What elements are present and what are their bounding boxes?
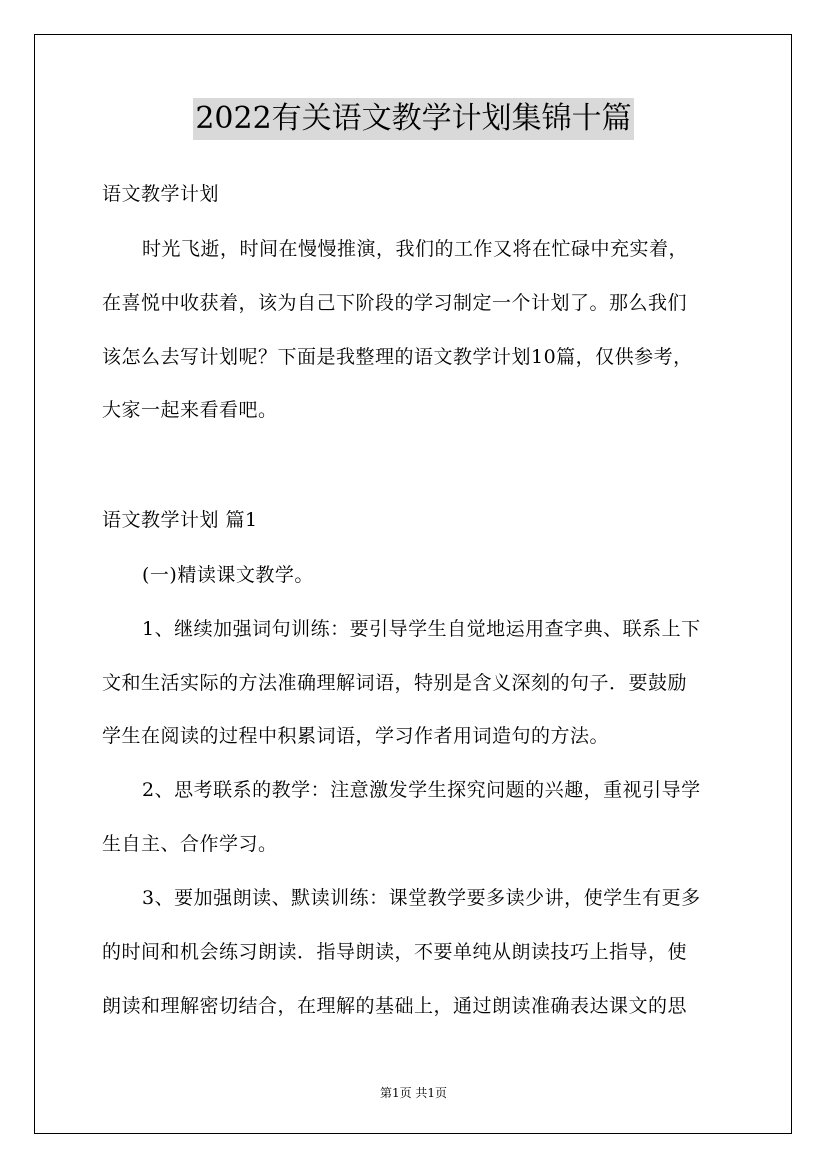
document-title: 2022有关语文教学计划集锦十篇 (193, 98, 633, 140)
paragraph-line: 学生在阅读的过程中积累词语，学习作者用词造句的方法。 (102, 725, 610, 747)
paragraph-line: 大家一起来看看吧。 (102, 399, 278, 421)
paragraph-line: 在喜悦中收获着，该为自己下阶段的学习制定一个计划了。那么我们 (102, 292, 688, 314)
paragraph-line: 朗读和理解密切结合，在理解的基础上，通过朗读准确表达课文的思 (102, 995, 688, 1017)
paragraph-line: 生自主、合作学习。 (102, 833, 278, 855)
paragraph-line: 3、要加强朗读、默读训练：课堂教学要多读少讲，使学生有更多 (142, 887, 701, 909)
section-heading: 语文教学计划 (102, 183, 220, 205)
paragraph-line: 2、思考联系的教学：注意激发学生探究问题的兴趣，重视引导学 (142, 779, 701, 801)
paragraph-line: 该怎么去写计划呢？下面是我整理的语文教学计划10篇，仅供参考， (102, 346, 693, 368)
page-number: 第1页 共1页 (379, 1086, 448, 1100)
page-footer (0, 1085, 827, 1101)
paragraph-line: 时光飞逝，时间在慢慢推演，我们的工作又将在忙碌中充实着， (142, 238, 689, 260)
paragraph-line: 1、继续加强词句训练：要引导学生自觉地运用查字典、联系上下 (142, 618, 701, 640)
paragraph-line: 的时间和机会练习朗读．指导朗读，不要单纯从朗读技巧上指导，使 (102, 941, 688, 963)
paragraph-line: 文和生活实际的方法准确理解词语，特别是含义深刻的句子．要鼓励 (102, 672, 688, 694)
section-heading: 语文教学计划 篇1 (102, 509, 258, 531)
paragraph-line: (一)精读课文教学。 (142, 564, 314, 586)
title-wrap (0, 98, 827, 140)
